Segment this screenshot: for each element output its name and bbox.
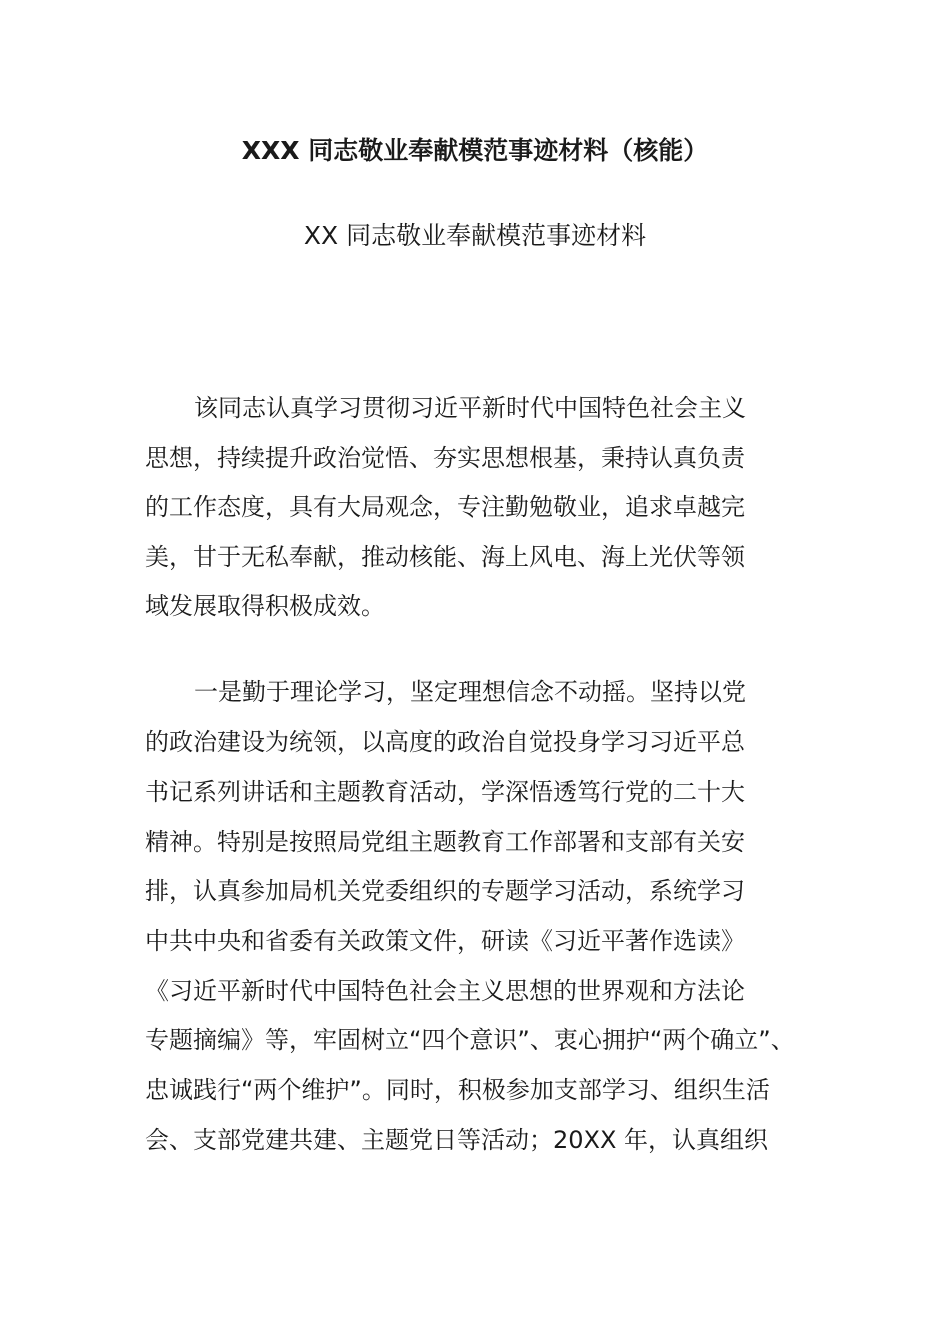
paragraph-line: 忠诚践行“两个维护”。同时，积极参加支部学习、组织生活 bbox=[145, 1076, 770, 1104]
paragraph-line: 美，甘于无私奉献，推动核能、海上风电、海上光伏等领 bbox=[145, 543, 745, 571]
paragraph-line: 精神。特别是按照局党组主题教育工作部署和支部有关安 bbox=[145, 828, 745, 856]
paragraph-line: 思想，持续提升政治觉悟、夯实思想根基，秉持认真负责 bbox=[145, 444, 745, 472]
paragraph-line: 该同志认真学习贯彻习近平新时代中国特色社会主义 bbox=[194, 394, 746, 422]
paragraph-line: 排，认真参加局机关党委组织的专题学习活动，系统学习 bbox=[145, 877, 745, 905]
paragraph-line: 会、支部党建共建、主题党日等活动；20XX 年，认真组织 bbox=[145, 1126, 769, 1154]
paragraph-line: 《习近平新时代中国特色社会主义思想的世界观和方法论 bbox=[145, 977, 745, 1005]
paragraph-line: 的工作态度，具有大局观念，专注勤勉敬业，追求卓越完 bbox=[145, 493, 745, 521]
paragraph-line: 书记系列讲话和主题教育活动，学深悟透笃行党的二十大 bbox=[145, 778, 745, 806]
document-title: XXX 同志敬业奉献模范事迹材料（核能） bbox=[241, 136, 709, 165]
paragraph-line: 域发展取得积极成效。 bbox=[145, 592, 385, 620]
paragraph-line: 中共中央和省委有关政策文件，研读《习近平著作选读》 bbox=[145, 927, 745, 955]
paragraph-line: 的政治建设为统领，以高度的政治自觉投身学习习近平总 bbox=[145, 728, 745, 756]
paragraph-line: 专题摘编》等，牢固树立“四个意识”、衷心拥护“两个确立”、 bbox=[145, 1026, 795, 1054]
document-subtitle: XX 同志敬业奉献模范事迹材料 bbox=[303, 221, 647, 250]
paragraph-line: 一是勤于理论学习，坚定理想信念不动摇。坚持以党 bbox=[194, 678, 746, 706]
